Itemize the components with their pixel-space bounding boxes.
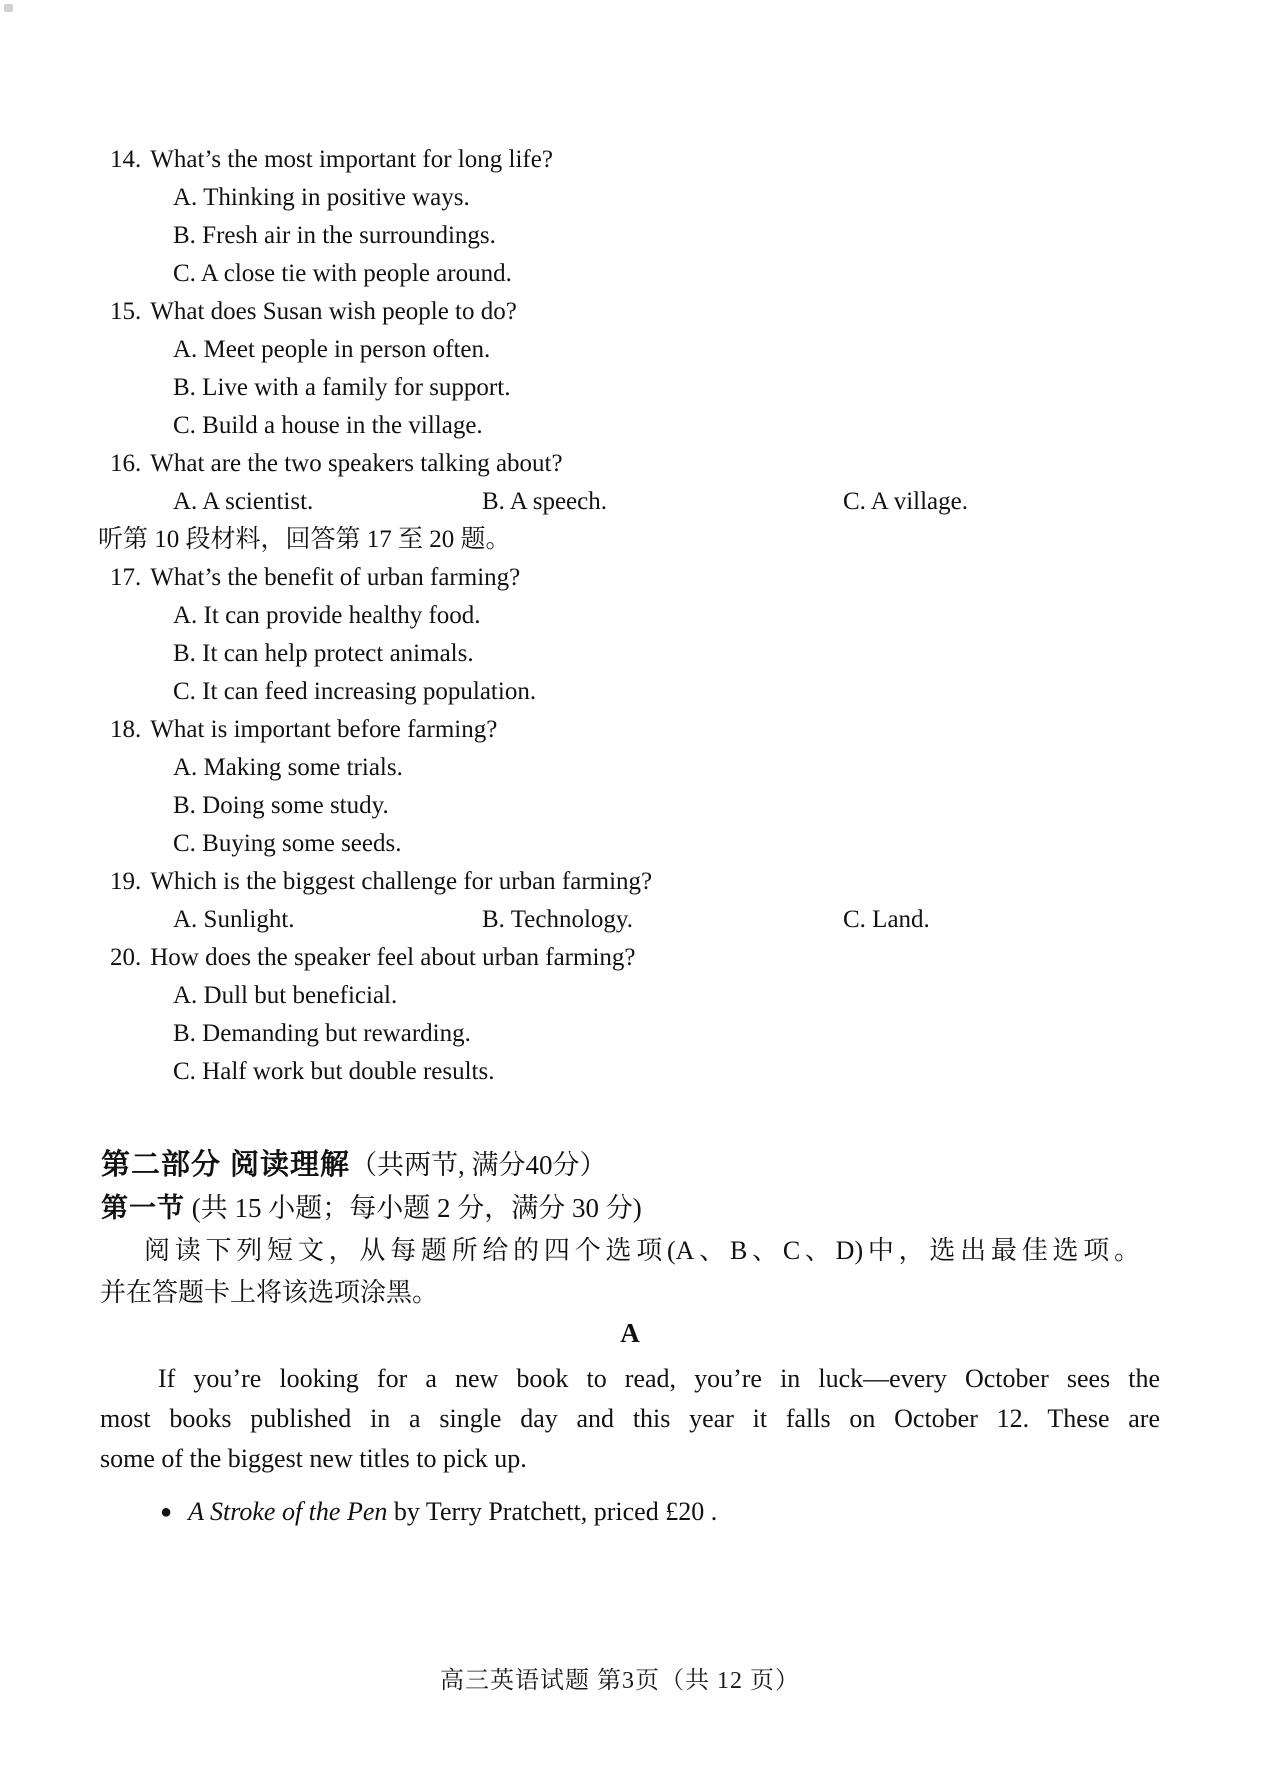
- question-17-number: 17.: [110, 564, 142, 591]
- question-20-option-c: C. Half work but double results.: [173, 1058, 495, 1085]
- passage-a-label: A: [620, 1318, 640, 1348]
- question-19: [110, 867, 652, 897]
- question-16-number: 16.: [110, 450, 142, 477]
- question-15-option-a: A. Meet people in person often.: [173, 336, 491, 363]
- passage-a-line2: most books published in a single day and this year it falls on October 12. These are: [100, 1404, 1160, 1433]
- part2-heading: [101, 1148, 607, 1182]
- part2-section1-note: (共 15 小题；每小题 2 分，满分 30 分): [185, 1193, 642, 1223]
- question-18: [110, 715, 497, 745]
- question-19-text: Which is the biggest challenge for urban farming?: [150, 868, 653, 895]
- book-title: A Stroke of the Pen: [188, 1497, 388, 1526]
- question-14-option-c: C. A close tie with people around.: [173, 260, 512, 287]
- question-20-option-a: A. Dull but beneficial.: [173, 982, 398, 1009]
- question-17-text: What’s the benefit of urban farming?: [150, 564, 521, 591]
- question-18-option-c: C. Buying some seeds.: [173, 830, 402, 857]
- question-15-text: What does Susan wish people to do?: [150, 298, 517, 325]
- question-17-option-a: A. It can provide healthy food.: [173, 602, 481, 629]
- question-16: [110, 449, 563, 479]
- question-20-text: How does the speaker feel about urban farming?: [150, 944, 636, 971]
- bullet-icon: ●: [160, 1501, 173, 1523]
- question-18-option-b: B. Doing some study.: [173, 792, 389, 819]
- question-14-option-b: B. Fresh air in the surroundings.: [173, 222, 496, 249]
- question-17: [110, 563, 520, 593]
- question-17-option-b: B. It can help protect animals.: [173, 640, 474, 667]
- part2-section1-heading: [101, 1192, 642, 1224]
- question-15-option-c: C. Build a house in the village.: [173, 412, 483, 439]
- passage-a-bullet-item: [160, 1496, 717, 1528]
- question-16-option-a: A. A scientist.: [173, 488, 314, 515]
- question-16-option-b: B. A speech.: [482, 488, 607, 515]
- question-14-text: What’s the most important for long life?: [150, 146, 553, 173]
- question-15-number: 15.: [110, 298, 142, 325]
- question-18-text: What is important before farming?: [150, 716, 498, 743]
- question-19-number: 19.: [110, 868, 142, 895]
- question-19-option-b: B. Technology.: [482, 906, 634, 933]
- passage-a-line1: If you’re looking for a new book to read, you’re in luck—every October sees the: [158, 1364, 1160, 1393]
- question-20: [110, 943, 635, 973]
- page-footer: 高三英语试题 第3页（共 12 页）: [440, 1668, 800, 1694]
- question-20-option-b: B. Demanding but rewarding.: [173, 1020, 471, 1047]
- question-14-option-a: A. Thinking in positive ways.: [173, 184, 470, 211]
- listening-note: 听第 10 段材料，回答第 17 至 20 题。: [98, 526, 511, 553]
- book-details: by Terry Pratchett, priced £20 .: [387, 1497, 718, 1526]
- question-16-option-c: C. A village.: [843, 488, 968, 515]
- question-19-option-c: C. Land.: [843, 906, 930, 933]
- question-20-number: 20.: [110, 944, 142, 971]
- question-14: [110, 145, 553, 175]
- question-15-option-b: B. Live with a family for support.: [173, 374, 511, 401]
- question-15: [110, 297, 517, 327]
- part2-heading-note: （共两节, 满分40分）: [350, 1150, 607, 1180]
- passage-a-line3: some of the biggest new titles to pick up.: [100, 1444, 527, 1473]
- question-17-option-c: C. It can feed increasing population.: [173, 678, 537, 705]
- scan-artifact: [4, 4, 13, 12]
- question-18-number: 18.: [110, 716, 142, 743]
- question-16-text: What are the two speakers talking about?: [150, 450, 563, 477]
- part2-heading-title: 第二部分 阅读理解: [101, 1149, 351, 1181]
- part2-instruction-line1: 阅读下列短文，从每题所给的四个选项(A、B、C、D)中，选出最佳选项。: [144, 1236, 1140, 1265]
- question-14-number: 14.: [110, 146, 142, 173]
- question-18-option-a: A. Making some trials.: [173, 754, 403, 781]
- part2-instruction-line2: 并在答题卡上将该选项涂黑。: [100, 1278, 439, 1307]
- question-19-option-a: A. Sunlight.: [173, 906, 295, 933]
- part2-section1-title: 第一节: [101, 1193, 185, 1223]
